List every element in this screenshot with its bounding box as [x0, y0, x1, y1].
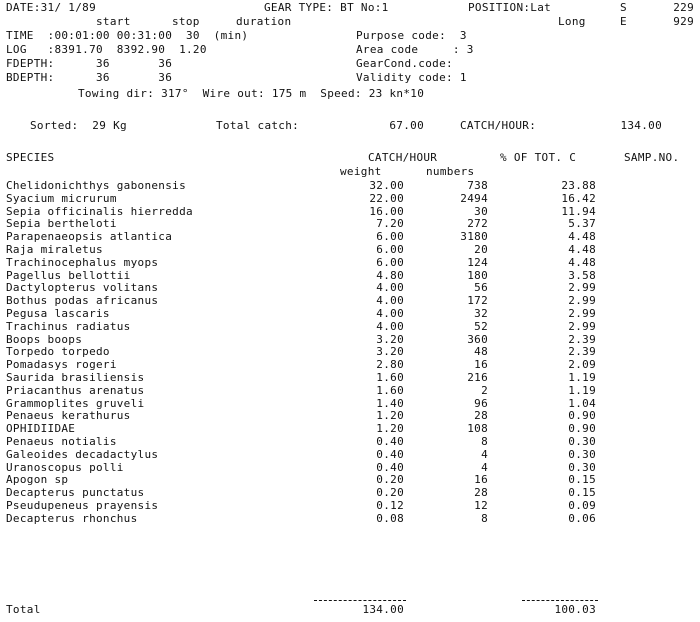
percent-of-total: 0.15 [568, 486, 596, 500]
total-catch-label: Total catch: [216, 119, 300, 132]
catch-numbers: 30 [474, 204, 488, 218]
catch-weight: 0.40 [376, 434, 404, 448]
species-name: OPHIDIIDAE [6, 422, 76, 436]
longitude-hemisphere: E [620, 15, 627, 28]
table-row [0, 321, 700, 334]
species-name: Trachinocephalus myops [6, 255, 159, 269]
fdepth-line: FDEPTH: 36 36 [6, 57, 173, 70]
table-row [0, 308, 700, 321]
table-row [0, 513, 700, 526]
purpose-code: Purpose code: 3 [356, 29, 467, 42]
catch-weight: 4.00 [376, 294, 404, 308]
percent-of-total: 2.09 [568, 358, 596, 372]
latitude-value: 229 [673, 1, 694, 14]
table-row [0, 193, 700, 206]
catch-numbers: 56 [474, 281, 488, 295]
species-name: Pseudupeneus prayensis [6, 498, 159, 512]
weight-subheader: weight [340, 165, 382, 178]
longitude-label: Long [558, 15, 586, 28]
catch-numbers: 48 [474, 345, 488, 359]
percent-of-total: 0.09 [568, 498, 596, 512]
catch-numbers: 360 [467, 332, 488, 346]
species-name: Priacanthus arenatus [6, 383, 145, 397]
catch-weight: 32.00 [369, 179, 404, 192]
percent-of-total: 1.04 [568, 396, 596, 410]
numbers-subheader: numbers [426, 165, 475, 178]
duration-column-label: duration [236, 15, 292, 28]
percent-of-total: 4.48 [568, 230, 596, 244]
species-name: Torpedo torpedo [6, 345, 110, 359]
table-row [0, 372, 700, 385]
catch-weight: 0.40 [376, 447, 404, 461]
validity-code: Validity code: 1 [356, 71, 467, 84]
catch-numbers: 28 [474, 486, 488, 500]
catch-weight: 1.20 [376, 409, 404, 423]
percent-of-total: 5.37 [568, 217, 596, 231]
catch-numbers: 2 [481, 383, 488, 397]
catch-numbers: 4 [481, 460, 488, 474]
area-code: Area code : 3 [356, 43, 474, 56]
log-line: LOG :8391.70 8392.90 1.20 [6, 43, 207, 56]
table-row [0, 257, 700, 270]
percent-of-total: 0.90 [568, 422, 596, 436]
catch-numbers: 20 [474, 242, 488, 256]
catch-numbers: 272 [467, 217, 488, 231]
catch-numbers: 8 [481, 511, 488, 525]
catch-weight: 4.00 [376, 306, 404, 320]
species-name: Trachinus radiatus [6, 319, 131, 333]
percent-of-total: 1.19 [568, 383, 596, 397]
percent-of-total: 0.15 [568, 473, 596, 487]
date-field: DATE:31/ 1/89 [6, 1, 96, 14]
catch-numbers: 16 [474, 358, 488, 372]
catch-hour-label: CATCH/HOUR: [460, 119, 537, 132]
catch-weight: 6.00 [376, 242, 404, 256]
catch-numbers: 96 [474, 396, 488, 410]
percent-of-total: 4.48 [568, 255, 596, 269]
percent-of-total: 2.39 [568, 332, 596, 346]
table-row [0, 500, 700, 513]
catch-numbers: 3180 [460, 230, 488, 244]
table-row [0, 436, 700, 449]
percent-of-total: 0.30 [568, 460, 596, 474]
catch-numbers: 32 [474, 306, 488, 320]
percent-of-total: 11.94 [561, 204, 596, 218]
species-name: Parapenaeopsis atlantica [6, 230, 173, 244]
percent-of-total: 2.39 [568, 345, 596, 359]
catch-weight: 0.40 [376, 460, 404, 474]
species-name: Apogon sp [6, 473, 69, 487]
table-row [0, 487, 700, 500]
species-name: Grammoplites gruveli [6, 396, 145, 410]
catch-weight: 0.20 [376, 473, 404, 487]
catch-numbers: 124 [467, 255, 488, 269]
catch-weight: 4.80 [376, 268, 404, 282]
species-name: Bothus podas africanus [6, 294, 159, 308]
species-name: Pagellus bellottii [6, 268, 131, 282]
table-row [0, 449, 700, 462]
percent-of-total: 2.99 [568, 294, 596, 308]
table-row [0, 244, 700, 257]
species-name: Raja miraletus [6, 242, 103, 256]
towing-line: Towing dir: 317° Wire out: 175 m Speed: 23 kn*10 [78, 87, 425, 100]
total-weight-rule [314, 600, 406, 601]
species-name: Chelidonichthys gabonensis [6, 179, 186, 192]
gearcond-code: GearCond.code: [356, 57, 453, 70]
percent-of-total: 4.48 [568, 242, 596, 256]
total-percent: 100.03 [554, 603, 596, 616]
percent-of-total: 2.99 [568, 306, 596, 320]
catch-numbers: 216 [467, 370, 488, 384]
percent-of-total: 23.88 [561, 179, 596, 192]
stop-column-label: stop [172, 15, 200, 28]
catch-weight: 0.20 [376, 486, 404, 500]
catch-numbers: 52 [474, 319, 488, 333]
catch-weight: 1.40 [376, 396, 404, 410]
catch-weight: 1.20 [376, 422, 404, 436]
catch-numbers: 12 [474, 498, 488, 512]
bdepth-line: BDEPTH: 36 36 [6, 71, 173, 84]
percent-of-total: 0.30 [568, 447, 596, 461]
latitude-hemisphere: S [620, 1, 627, 14]
gear-type-field: GEAR TYPE: BT No:1 [264, 1, 389, 14]
catch-weight: 1.60 [376, 370, 404, 384]
species-name: Pomadasys rogeri [6, 358, 117, 372]
sorted-weight: Sorted: 29 Kg [30, 119, 127, 132]
catch-hour-value: 134.00 [620, 119, 662, 132]
catch-weight: 16.00 [369, 204, 404, 218]
catch-numbers: 180 [467, 268, 488, 282]
total-catch-value: 67.00 [389, 119, 424, 132]
species-name: Penaeus notialis [6, 434, 117, 448]
species-name: Decapterus rhonchus [6, 511, 138, 525]
percent-of-total: 0.06 [568, 511, 596, 525]
catch-numbers: 108 [467, 422, 488, 436]
species-name: Saurida brasiliensis [6, 370, 145, 384]
catch-weight: 3.20 [376, 332, 404, 346]
percent-of-total: 2.99 [568, 319, 596, 333]
total-label: Total [6, 603, 41, 616]
species-name: Uranoscopus polli [6, 460, 124, 474]
catch-weight: 3.20 [376, 345, 404, 359]
catch-weight: 4.00 [376, 281, 404, 295]
sample-number-column-header: SAMP.NO. [624, 151, 680, 164]
percent-of-total: 1.19 [568, 370, 596, 384]
catch-numbers: 28 [474, 409, 488, 423]
catch-weight: 4.00 [376, 319, 404, 333]
start-column-label: start [96, 15, 131, 28]
species-column-header: SPECIES [6, 151, 55, 164]
species-name: Sepia officinalis hierredda [6, 204, 193, 218]
catch-weight: 0.12 [376, 498, 404, 512]
catch-weight: 6.00 [376, 230, 404, 244]
catch-weight: 6.00 [376, 255, 404, 269]
total-percent-rule [522, 600, 598, 601]
total-weight: 134.00 [362, 603, 404, 616]
species-name: Dactylopterus volitans [6, 281, 159, 295]
catch-numbers: 16 [474, 473, 488, 487]
catch-numbers: 2494 [460, 191, 488, 205]
species-table-body [0, 180, 700, 526]
percent-of-total: 16.42 [561, 191, 596, 205]
species-name: Syacium micrurum [6, 191, 117, 205]
catch-weight: 0.08 [376, 511, 404, 525]
species-name: Pegusa lascaris [6, 306, 110, 320]
catch-weight: 1.60 [376, 383, 404, 397]
position-label: POSITION:Lat [468, 1, 552, 14]
species-name: Galeoides decadactylus [6, 447, 159, 461]
catch-weight: 22.00 [369, 191, 404, 205]
percent-of-total: 0.30 [568, 434, 596, 448]
percent-of-total: 0.90 [568, 409, 596, 423]
percent-total-column-header: % OF TOT. C [500, 151, 577, 164]
table-row [0, 385, 700, 398]
percent-of-total: 3.58 [568, 268, 596, 282]
catch-numbers: 4 [481, 447, 488, 461]
species-name: Decapterus punctatus [6, 486, 145, 500]
catch-numbers: 738 [467, 179, 488, 192]
catch-weight: 7.20 [376, 217, 404, 231]
catch-hour-column-header: CATCH/HOUR [368, 151, 438, 164]
longitude-value: 929 [673, 15, 694, 28]
species-name: Sepia bertheloti [6, 217, 117, 231]
catch-numbers: 172 [467, 294, 488, 308]
percent-of-total: 2.99 [568, 281, 596, 295]
table-row [0, 180, 700, 193]
time-line: TIME :00:01:00 00:31:00 30 (min) [6, 29, 249, 42]
species-name: Boops boops [6, 332, 83, 346]
species-name: Penaeus kerathurus [6, 409, 131, 423]
catch-weight: 2.80 [376, 358, 404, 372]
catch-numbers: 8 [481, 434, 488, 448]
